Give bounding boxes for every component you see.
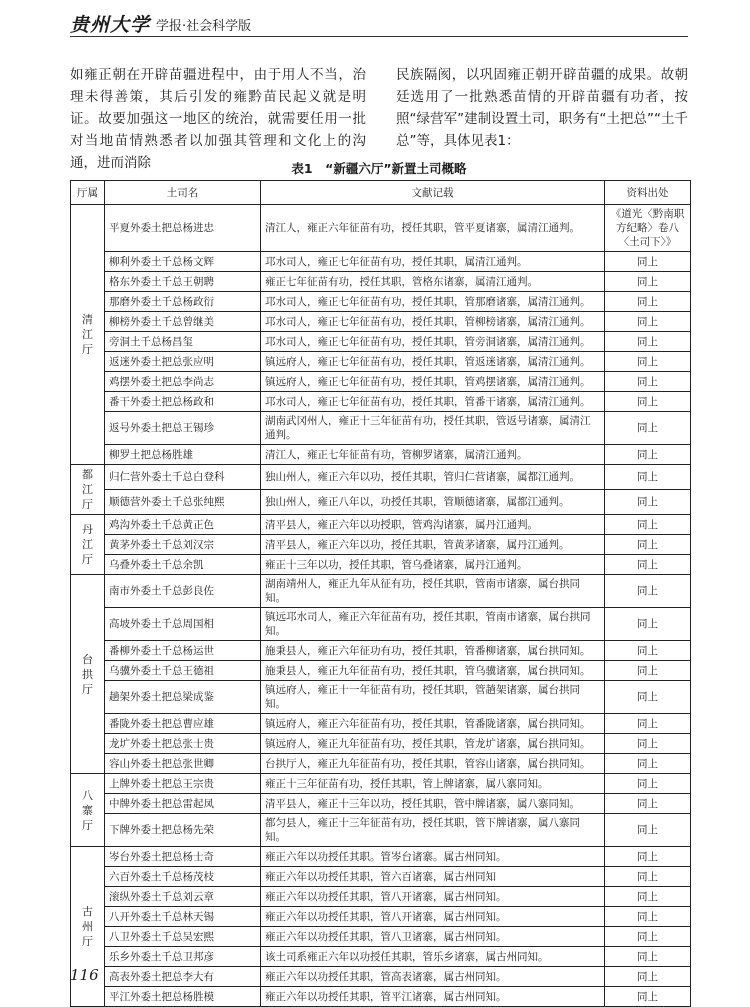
source-cell: 同上	[605, 734, 691, 754]
source-cell: 同上	[605, 887, 691, 907]
source-cell: 《道光〈黔南职方纪略〉卷八〈土司下〉》	[605, 205, 691, 252]
table-row	[71, 332, 691, 352]
journal-logo: 贵州大学	[70, 14, 151, 36]
hall-label: 古州厅	[82, 905, 93, 948]
body-text-left: 如雍正朝在开辟苗疆进程中，由于用人不当，治理未得善策，其后引发的雍黔苗民起义就是明证。故要加强这一地区的统治，就需要任用一批对当地苗情熟悉者以加强其管理和文化上的沟通，进而消除	[70, 67, 366, 171]
record-cell: 镇远府人，雍正十一年征苗有功，授任其职，管趟架诸寨，属台拱同知。	[261, 681, 605, 714]
source-cell: 同上	[605, 252, 691, 272]
header-hall: 厅属	[71, 181, 105, 205]
tusi-name-cell: 归仁营外委土千总白登科	[105, 465, 261, 490]
header-tusi-name: 土司名	[105, 181, 261, 205]
journal-subtitle: 学报·社会科学版	[156, 19, 252, 34]
source-cell: 同上	[605, 987, 691, 1007]
tusi-name-cell: 那磨外委土千总杨政衍	[105, 292, 261, 312]
source-cell: 同上	[605, 907, 691, 927]
tusi-name-cell: 六百外委土千总杨茂枝	[105, 867, 261, 887]
body-text-right: 民族隔阂，以巩固雍正朝开辟苗疆的成果。故朝廷选用了一批熟悉苗情的开辟苗疆有功者，按照“绿营军”建制设置土司，职务有“土把总”“土千总”等，具体见表1：	[396, 67, 688, 149]
tusi-name-cell: 平江外委土把总杨胜模	[105, 987, 261, 1007]
source-cell: 同上	[605, 681, 691, 714]
tusi-name-cell: 下牌外委土把总杨先荣	[105, 814, 261, 847]
tusi-name-cell: 龙圹外委土把总张士贵	[105, 734, 261, 754]
tusi-table	[70, 180, 691, 1007]
hall-cell	[71, 774, 105, 847]
record-cell: 施秉县人，雍正六年征功有功，授任其职，管番柳诸寨，属台拱同知。	[261, 641, 605, 661]
tusi-name-cell: 旁洞土千总杨昌玺	[105, 332, 261, 352]
table-body	[71, 205, 691, 1007]
table-row	[71, 252, 691, 272]
record-cell: 清平县人，雍正六年以功授职，管鸡沟诸寨，属丹江通判。	[261, 515, 605, 535]
table-row	[71, 847, 691, 867]
tusi-name-cell: 八卫外委土千总吴宏熙	[105, 927, 261, 947]
tusi-name-cell: 容山外委土把总张世卿	[105, 754, 261, 774]
table-row	[71, 887, 691, 907]
source-cell: 同上	[605, 967, 691, 987]
tusi-name-cell: 番陇外委土把总曹应雄	[105, 714, 261, 734]
table-header-row	[71, 181, 691, 205]
record-cell: 雍正六年以功授任其职，管八开诸寨，属古州同知。	[261, 907, 605, 927]
table-row	[71, 927, 691, 947]
table-row	[71, 608, 691, 641]
source-cell: 同上	[605, 927, 691, 947]
hall-label: 都江厅	[82, 468, 93, 511]
record-cell: 雍正六年以功授任其职。管岑台诸寨。属古州同知。	[261, 847, 605, 867]
tusi-name-cell: 平夏外委土把总杨进忠	[105, 205, 261, 252]
table-row	[71, 372, 691, 392]
table-row	[71, 465, 691, 490]
record-cell: 雍正六年以功授任其职，管八开诸寨，属古州同知。	[261, 887, 605, 907]
table-row	[71, 714, 691, 734]
tusi-name-cell: 柳罗土把总杨胜雄	[105, 445, 261, 465]
tusi-name-cell: 乐乡外委土千总卫邦彦	[105, 947, 261, 967]
tusi-name-cell: 格东外委土千总王朝聘	[105, 272, 261, 292]
source-cell: 同上	[605, 947, 691, 967]
tusi-name-cell: 返号外委土把总王锡珍	[105, 412, 261, 445]
tusi-name-cell: 中牌外委土把总雷起凤	[105, 794, 261, 814]
table-row	[71, 535, 691, 555]
tusi-name-cell: 顺德营外委土千总张纯熙	[105, 490, 261, 515]
source-cell: 同上	[605, 814, 691, 847]
hall-label: 八寨厅	[82, 788, 93, 832]
tusi-name-cell: 番柳外委土千总杨运世	[105, 641, 261, 661]
hall-label: 台拱厅	[82, 652, 93, 696]
record-cell: 邛水司人，雍正七年征苗有功，授任其职，管那磨诸寨，属清江通判。	[261, 292, 605, 312]
tusi-name-cell: 高坡外委土千总周国相	[105, 608, 261, 641]
hall-label: 清江厅	[82, 313, 93, 356]
source-cell: 同上	[605, 774, 691, 794]
tusi-name-cell: 高表外委土把总李大有	[105, 967, 261, 987]
record-cell: 湖南武冈州人，雍正十三年征苗有功，授任其职，管返号诸寨，属清江通判。	[261, 412, 605, 445]
table-row	[71, 734, 691, 754]
source-cell: 同上	[605, 372, 691, 392]
hall-cell	[71, 515, 105, 575]
table-row	[71, 205, 691, 252]
record-cell: 邛水司人，雍正七年征苗有功，授任其职，属清江通判。	[261, 252, 605, 272]
record-cell: 邛水司人，雍正七年征苗有功，授任其职，管柳榜诸寨，属清江通判。	[261, 312, 605, 332]
table-row	[71, 774, 691, 794]
tusi-name-cell: 鸡摆外委土把总李尚志	[105, 372, 261, 392]
source-cell: 同上	[605, 754, 691, 774]
table-row	[71, 412, 691, 445]
source-cell: 同上	[605, 847, 691, 867]
tusi-name-cell: 趟架外委土把总梁成鉴	[105, 681, 261, 714]
record-cell: 雍正六年以功授任其职，管六百诸寨，属古州同知	[261, 867, 605, 887]
source-cell: 同上	[605, 445, 691, 465]
record-cell: 镇远府人，雍正七年征苗有功，授任其职，管返迷诸寨，属清江通判。	[261, 352, 605, 372]
source-cell: 同上	[605, 272, 691, 292]
source-cell: 同上	[605, 535, 691, 555]
record-cell: 邛水司人，雍正七年征苗有功，授任其职，管旁洞诸寨，属清江通判。	[261, 332, 605, 352]
record-cell: 都匀县人，雍正十三年征苗有功，授任其职，管下牌诸寨，属八寨同知。	[261, 814, 605, 847]
table-row	[71, 392, 691, 412]
table-row	[71, 575, 691, 608]
record-cell: 雍正十三年以功，授任其职，管乌叠诸寨，属丹江通判。	[261, 555, 605, 575]
table-row	[71, 947, 691, 967]
table-row	[71, 681, 691, 714]
table-row	[71, 490, 691, 515]
table-row	[71, 987, 691, 1007]
page-header	[70, 6, 688, 37]
record-cell: 镇远府人，雍正六年征苗有功，授任其职，管番陇诸寨，属台拱同知。	[261, 714, 605, 734]
record-cell: 雍正六年以功授任其职，管高表诸寨，属古州同知。	[261, 967, 605, 987]
source-cell: 同上	[605, 608, 691, 641]
tusi-name-cell: 乌叠外委土千总余凯	[105, 555, 261, 575]
source-cell: 同上	[605, 412, 691, 445]
source-cell: 同上	[605, 661, 691, 681]
record-cell: 施秉县人，雍正九年征苗有功，授任其职，管乌骥诸寨，属台拱同知。	[261, 661, 605, 681]
hall-cell	[71, 205, 105, 465]
record-cell: 独山州人，雍正六年以功，授任其职，管归仁营诸寨，属都江通判。	[261, 465, 605, 490]
source-cell: 同上	[605, 292, 691, 312]
table-row	[71, 867, 691, 887]
tusi-name-cell: 柳榜外委土千总曾继美	[105, 312, 261, 332]
source-cell: 同上	[605, 332, 691, 352]
table-row	[71, 814, 691, 847]
hall-cell	[71, 465, 105, 515]
record-cell: 雍正六年以功授任其职，管八卫诸寨，属古州同知。	[261, 927, 605, 947]
page-number: 116	[70, 966, 99, 984]
record-cell: 镇远邛水司人，雍正六年征苗有功，授任其职，管南市诸寨，属台拱同知。	[261, 608, 605, 641]
table-row	[71, 967, 691, 987]
tusi-name-cell: 黄茅外委土千总刘汉宗	[105, 535, 261, 555]
record-cell: 清平县人，雍正六年以功，授任其职，管黄茅诸寨，属丹江通判。	[261, 535, 605, 555]
tusi-name-cell: 鸡沟外委土千总黄正色	[105, 515, 261, 535]
hall-label: 丹江厅	[82, 523, 93, 566]
tusi-name-cell: 番干外委土把总杨政和	[105, 392, 261, 412]
source-cell: 同上	[605, 312, 691, 332]
header-source: 资料出处	[605, 181, 691, 205]
tusi-name-cell: 滚纵外委土千总刘云章	[105, 887, 261, 907]
table-row	[71, 352, 691, 372]
source-cell: 同上	[605, 555, 691, 575]
record-cell: 邛水司人，雍正七年征苗有功，授任其职，管番干诸寨，属清江通判。	[261, 392, 605, 412]
table-row	[71, 754, 691, 774]
source-cell: 同上	[605, 465, 691, 490]
tusi-name-cell: 八开外委土千总林天锡	[105, 907, 261, 927]
tusi-name-cell: 返迷外委土把总张应明	[105, 352, 261, 372]
table-row	[71, 515, 691, 535]
record-cell: 雍正六年以功授任其职，管平江诸寨，属古州同知。	[261, 987, 605, 1007]
record-cell: 镇远府人，雍正七年征苗有功，授任其职，管鸡摆诸寨，属清江通判。	[261, 372, 605, 392]
header-record: 文献记载	[261, 181, 605, 205]
table-row	[71, 312, 691, 332]
hall-cell	[71, 575, 105, 774]
table-row	[71, 661, 691, 681]
source-cell: 同上	[605, 575, 691, 608]
source-cell: 同上	[605, 515, 691, 535]
tusi-name-cell: 南市外委土千总彭良佐	[105, 575, 261, 608]
source-cell: 同上	[605, 352, 691, 372]
table-row	[71, 292, 691, 312]
table-row	[71, 794, 691, 814]
record-cell: 清江人，雍正七年征苗有功，管柳罗诸寨，属清江通判。	[261, 445, 605, 465]
record-cell: 雍正七年征苗有功，授任其职，管格东诸寨，属清江通判。	[261, 272, 605, 292]
record-cell: 独山州人，雍正八年以，功授任其职，管顺德诸寨，属都江通判。	[261, 490, 605, 515]
table-row	[71, 445, 691, 465]
record-cell: 雍正十三年征苗有功，授任其职，管上牌诸寨，属八寨同知。	[261, 774, 605, 794]
record-cell: 清江人，雍正六年征苗有功，授任其职，管平夏诸寨，属清江通判。	[261, 205, 605, 252]
record-cell: 湖南靖州人，雍正九年从征有功，授任其职，管南市诸寨，属台拱同知。	[261, 575, 605, 608]
tusi-name-cell: 柳利外委土千总杨文辉	[105, 252, 261, 272]
record-cell: 镇远府人，雍正九年征苗有功，授任其职，管龙圹诸寨，属台拱同知。	[261, 734, 605, 754]
source-cell: 同上	[605, 641, 691, 661]
record-cell: 台拱厅人，雍正九年征苗有功，授任其职，管容山诸寨，属台拱同知。	[261, 754, 605, 774]
tusi-name-cell: 乌骥外委土千总王德祖	[105, 661, 261, 681]
source-cell: 同上	[605, 392, 691, 412]
tusi-name-cell: 上牌外委土把总王宗贵	[105, 774, 261, 794]
source-cell: 同上	[605, 714, 691, 734]
tusi-name-cell: 岑台外委土把总杨士奇	[105, 847, 261, 867]
source-cell: 同上	[605, 490, 691, 515]
table-row	[71, 555, 691, 575]
table-title: 表1 “新疆六厅”新置土司概略	[291, 161, 467, 176]
source-cell: 同上	[605, 794, 691, 814]
table-row	[71, 641, 691, 661]
table-row	[71, 907, 691, 927]
source-cell: 同上	[605, 867, 691, 887]
record-cell: 该土司系雍正六年以功授任其职，管乐乡诸寨，属古州同知。	[261, 947, 605, 967]
record-cell: 清平县人，雍正十三年以功，授任其职，管中牌诸寨，属八寨同知。	[261, 794, 605, 814]
table-row	[71, 272, 691, 292]
